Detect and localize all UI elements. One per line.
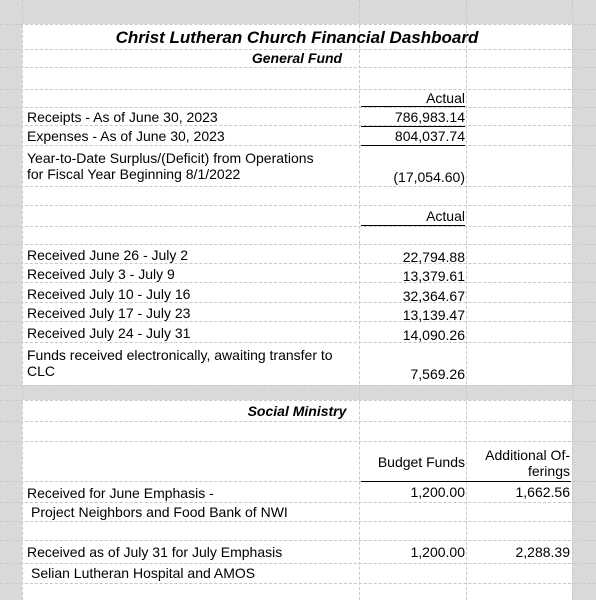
actual-header: Actual: [426, 90, 465, 106]
weekly-value: 13,139.47: [402, 307, 465, 323]
general-fund-heading: General Fund: [251, 50, 343, 66]
expenses-value: 804,037.74: [394, 128, 465, 144]
budget-funds-header: Budget Funds: [377, 454, 465, 470]
social-header-underline: [361, 481, 571, 482]
ytd-label-line2: for Fiscal Year Beginning 8/1/2022: [27, 166, 241, 182]
weekly-label: Received July 10 - July 16: [27, 286, 191, 302]
june-emphasis-sub: Project Neighbors and Food Bank of NWI: [31, 504, 288, 520]
separator-row: [22, 385, 572, 400]
july-emphasis-label: Received as of July 31 for July Emphasis: [27, 544, 283, 560]
social-ministry-heading: Social Ministry: [247, 403, 347, 419]
weekly-label: Received July 24 - July 31: [27, 325, 191, 341]
receipts-label: Receipts - As of June 30, 2023: [27, 109, 218, 125]
additional-header-line1: Additional Of-: [485, 447, 570, 463]
july-emphasis-sub: Selian Lutheran Hospital and AMOS: [31, 565, 256, 581]
expenses-underline: [361, 145, 465, 146]
weekly-label: Received July 3 - July 9: [27, 266, 175, 282]
june-budget-value: 1,200.00: [410, 484, 465, 500]
ytd-label-line1: Year-to-Date Surplus/(Deficit) from Operations: [27, 150, 314, 166]
electronic-label-line2: CLC: [27, 363, 56, 379]
electronic-value: 7,569.26: [410, 366, 465, 382]
electronic-label-line1: Funds received electronically, awaiting transfer to: [27, 347, 333, 363]
weekly-value: 13,379.61: [402, 268, 465, 284]
weekly-label: Received July 17 - July 23: [27, 305, 191, 321]
weekly-label: Received June 26 - July 2: [27, 247, 189, 263]
ytd-value: (17,054.60): [393, 169, 465, 185]
receipts-underline: [361, 126, 465, 127]
actual-header-2: Actual: [426, 208, 465, 224]
actual-header-2-underline: [361, 225, 465, 226]
july-additional-value: 2,288.39: [515, 544, 570, 560]
weekly-value: 32,364.67: [402, 288, 465, 304]
expenses-label: Expenses - As of June 30, 2023: [27, 128, 225, 144]
additional-header-line2: ferings: [527, 463, 570, 479]
dashboard-title: Christ Lutheran Church Financial Dashboard: [115, 28, 479, 47]
june-additional-value: 1,662.56: [515, 484, 570, 500]
weekly-value: 14,090.26: [402, 327, 465, 343]
receipts-value: 786,983.14: [394, 109, 465, 125]
weekly-value: 22,794.88: [402, 249, 465, 265]
actual-header-underline: [361, 106, 465, 107]
july-budget-value: 1,200.00: [410, 544, 465, 560]
june-emphasis-label: Received for June Emphasis -: [27, 485, 214, 501]
